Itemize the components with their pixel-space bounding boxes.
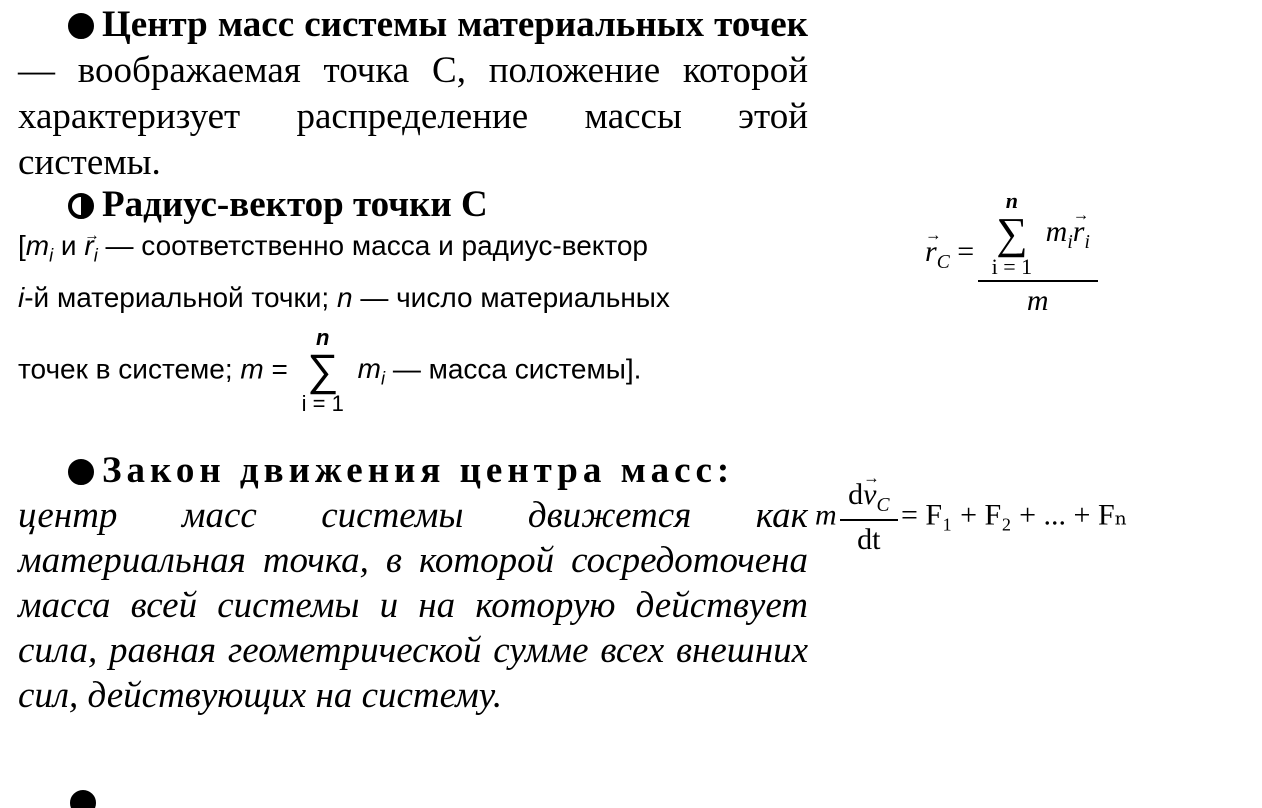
center-of-mass-formula: → $r_C$ = n ∑ i = 1 $m_i\to r_i$ m [925,190,1094,318]
derivative-denominator: dt [840,519,897,557]
law-text: центр масс системы движется как материальная точка, в которой сосредоточена масса всей системы и на которую действует сила, равная геометрической сумме всех внешних сил, действующих на систему. [18,495,808,716]
note-part-2: -й материальной точки; [24,281,330,313]
filled-circle-bullet-icon [68,459,94,485]
note-line-3: точек в системе; m = n ∑ i = 1 $m_i$ — масса системы]. [18,324,642,416]
note-part-5: — масса системы]. [392,352,642,384]
note-line-2: i-й материальной точки; n — число материальных [18,281,670,313]
motion-law-formula: m $\frac{d\to v_C}{dt}$ = F₁ + F₂ + ... + Fₙ [815,478,1128,557]
note-part-3: — число материальных [360,281,670,313]
radius-vector-heading: Радиус-вектор точки C [102,184,488,225]
definition-term: Центр масс системы материальных точек [102,4,808,45]
force-sum: = F₁ + F₂ + ... + Fₙ [901,498,1128,532]
law-heading-row [18,448,808,494]
note-part-4: точек в системе; [18,352,233,384]
center-of-mass-fraction: n ∑ i = 1 $m_i\to r_i$ m [982,190,1094,318]
note-line-1: [$m_i$ $и \to r_i$ — соответственно масса и радиус-вектор [18,225,808,277]
cut-off-next-bullet [70,790,130,808]
radius-vector-heading-row [68,182,488,228]
filled-circle-bullet-icon [70,790,96,808]
note-part-1: — соответственно масса и радиус-вектор [105,230,648,261]
law-heading: Закон движения центра масс: [102,450,735,491]
formula-denominator: m [978,280,1098,318]
mass-sum: n ∑ i = 1 [301,324,344,416]
radius-vector-note [18,225,808,415]
definition-paragraph [18,2,808,186]
definition-text: — воображаемая точка C, положение которой характеризует распределение массы этой системы. [18,50,808,183]
velocity-derivative: $\frac{d\to v_C}{dt}$ [844,478,893,557]
filled-circle-bullet-icon [68,13,94,39]
formula-sum: n ∑ i = 1 [991,188,1033,279]
